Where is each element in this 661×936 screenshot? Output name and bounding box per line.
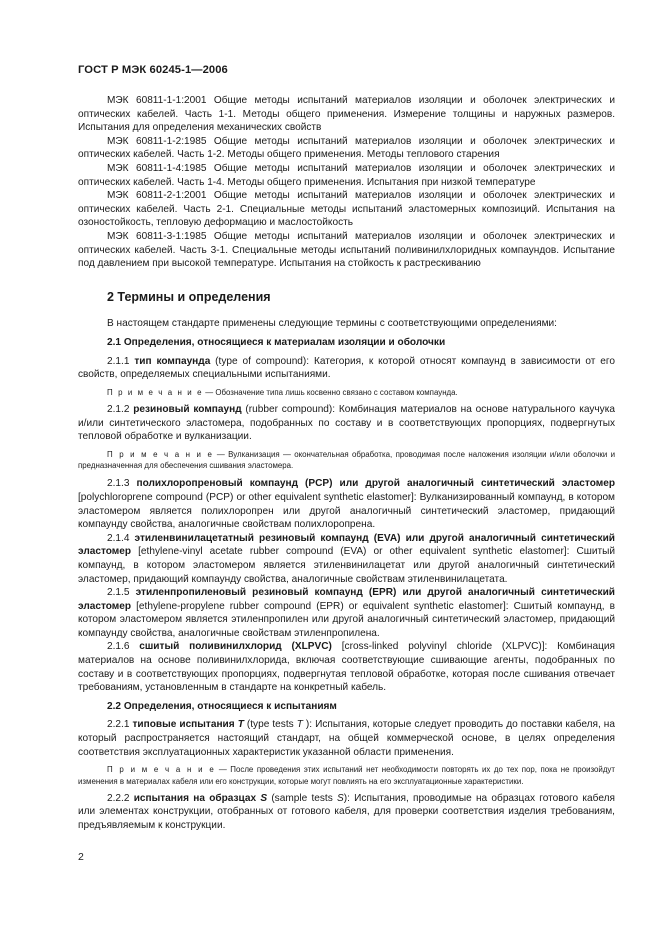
section-intro: В настоящем стандарте применены следующие термины с соответствующими определениями: (107, 318, 557, 330)
term-definition: (type tests (243, 719, 297, 731)
term-number: 2.1.3 (107, 478, 137, 490)
term-2-1-5 (78, 586, 615, 640)
note-2-2-1 (78, 764, 615, 787)
term-definition: ): Испытания, которые следует проводить до поставки кабеля, на который распространяется настоящий стандарт, на общей коммерческой основе, в целях определения соответствия эксплуатационных характеристик указанной области применения. (78, 719, 615, 758)
note-label: П р и м е ч а н и е (107, 449, 214, 459)
term-2-2-2 (78, 792, 615, 833)
term-number: 2.1.1 (107, 355, 135, 367)
term-symbol: S (337, 792, 344, 804)
term-2-1-1 (78, 355, 615, 382)
term-name: этиленпропиленовый резиновый компаунд (EPR) или другой аналогичный синтетический эластомер (78, 587, 615, 612)
term-2-1-6 (78, 640, 615, 694)
term-definition: (sample tests (267, 792, 338, 804)
term-name: типовые испытания (132, 719, 238, 731)
note-text: — Вулканизация — окончательная обработка, проводимая после наложения изоляции и/или оболочки и предназначенная для обеспечения сшивания эластомера. (78, 449, 615, 471)
term-name: резиновый компаунд (133, 403, 242, 415)
term-number: 2.1.5 (107, 587, 136, 599)
term-number: 2.2.1 (107, 719, 133, 731)
subsection-2-2-heading: 2.2 Определения, относящиеся к испытаниям (107, 700, 337, 712)
term-2-2-1 (78, 718, 615, 759)
term-definition: (type of compound): Категория, к которой относят компаунд в зависимости от его свойств, определяемых специальными испытаниями. (78, 355, 615, 381)
term-definition: [cross-linked polyvinyl chloride (XLPVC)]: Комбинация материалов на основе поливинилхлорида, включая соответствующие сшивающие агенты, подобранных по составу и в соответствующих пропорциях, подвергнутая тепловой обработке, которая после сшивания отвечает требованиям, установленным в стандарте на конкретный кабель. (78, 641, 615, 694)
term-name: сшитый поливинилхлорид (XLPVC) (139, 641, 332, 653)
note-text: — После проведения этих испытаний нет необходимости повторять их до тех пор, пока не произойдут изменения в материалах кабеля или его конструкции, которые могут повлиять на его эксплуатационные характеристики. (78, 765, 615, 786)
term-definition: ): Испытания, проводимые на образцах готового кабеля или элементах конструкции, отобранных от готового кабеля, для проверки соответствия изделия требованиям, предъявляемым к конструкции. (78, 792, 615, 832)
term-name: испытания на образцах (133, 792, 261, 804)
reference-item: МЭК 60811-1-2:1985 Общие методы испытаний материалов изоляции и оболочек электрических и оптических кабелей. Часть 1-2. Методы общего применения. Методы теплового старения (78, 135, 615, 161)
term-symbol: T (237, 719, 244, 731)
note-2-1-2 (78, 449, 615, 472)
reference-item: МЭК 60811-1-1:2001 Общие методы испытаний материалов изоляции и оболочек электрических и оптических кабелей. Часть 1-1. Методы общего применения. Измерение толщины и наружных размеров. Испытания для определения механических свойств (78, 95, 615, 134)
document-body (78, 94, 615, 833)
term-name: тип компаунда (134, 355, 211, 367)
reference-item: МЭК 60811-2-1:2001 Общие методы испытаний материалов изоляции и оболочек электрических и оптических кабелей. Часть 2-1. Специальные методы испытаний эластомерных композиций. Испытания на озоностойкость, тепловую деформацию и маслостойкость (78, 190, 615, 229)
term-definition: [ethylene-vinyl acetate rubber compound (EVA) or other equivalent synthetic elastomer]: Сшитый компаунд, в котором эластомером является этиленвинилацетат или другой аналогичный синтетический эластомер, придающий компаунду свойства, аналогичные свойствам этиленвинилацетата. (78, 546, 615, 585)
term-2-1-4 (78, 532, 615, 586)
term-name: этиленвинилацетатный резиновый компаунд (EVA) или другой аналогичный синтетический эластомер (78, 532, 615, 558)
term-definition: [polychloroprene compound (PCP) or other equivalent synthetic elastomer]: Вулканизированный компаунд, в котором эластомером является полихлоропрен или другой аналогичный синтетический эластомер, придающий компаунду свойства, аналогичные свойствам полихлоропрена. (78, 491, 615, 531)
term-number: 2.2.2 (107, 792, 134, 804)
note-label: П р и м е ч а н и е (107, 765, 216, 775)
note-text: — Обозначение типа лишь косвенно связано с составом компаунда. (203, 387, 458, 397)
term-2-1-3 (78, 477, 615, 531)
term-number: 2.1.6 (107, 641, 140, 653)
reference-item: МЭК 60811-3-1:1985 Общие методы испытаний материалов изоляции и оболочек электрических и оптических кабелей. Часть 3-1. Специальные методы испытаний поливинилхлоридных компаундов. Испытание под давлением при высокой температуре. Испытания на стойкость к растрескиванию (78, 230, 615, 270)
term-number: 2.1.2 (107, 403, 134, 415)
term-name: полихлоропреновый компаунд (PCP) или другой аналогичный синтетический эластомер (136, 478, 615, 490)
subsection-2-1-heading: 2.1 Определения, относящиеся к материалам изоляции и оболочки (107, 336, 446, 348)
term-number: 2.1.4 (107, 532, 135, 544)
term-symbol: S (260, 792, 268, 804)
term-definition: (rubber compound): Комбинация материалов на основе натурального каучука и/или синтетического эластомера, подобранных по составу и в соответствующих пропорциях, подвергнутых тепловой обработке и вулканизации. (78, 403, 615, 443)
note-2-1-1 (78, 387, 615, 398)
section-2-heading: 2 Термины и определения (107, 289, 271, 304)
note-label: П р и м е ч а н и е (107, 387, 204, 397)
page-number: 2 (78, 851, 84, 863)
term-2-1-2 (78, 403, 615, 444)
running-header: ГОСТ Р МЭК 60245-1—2006 (78, 64, 228, 76)
reference-item: МЭК 60811-1-4:1985 Общие методы испытаний материалов изоляции и оболочек электрических и оптических кабелей. Часть 1-4. Методы общего применения. Испытания при низкой температуре (78, 162, 615, 188)
term-symbol: T (296, 719, 303, 731)
term-definition: [ethylene-propylene rubber compound (EPR) or equivalent synthetic elastomer]: Сшитый компаунд, в котором эластомером является этиленпропилен или другой аналогичный синтетический эластомер, придающий компаунду свойства, аналогичные свойствам этиленпропилена. (78, 600, 615, 639)
